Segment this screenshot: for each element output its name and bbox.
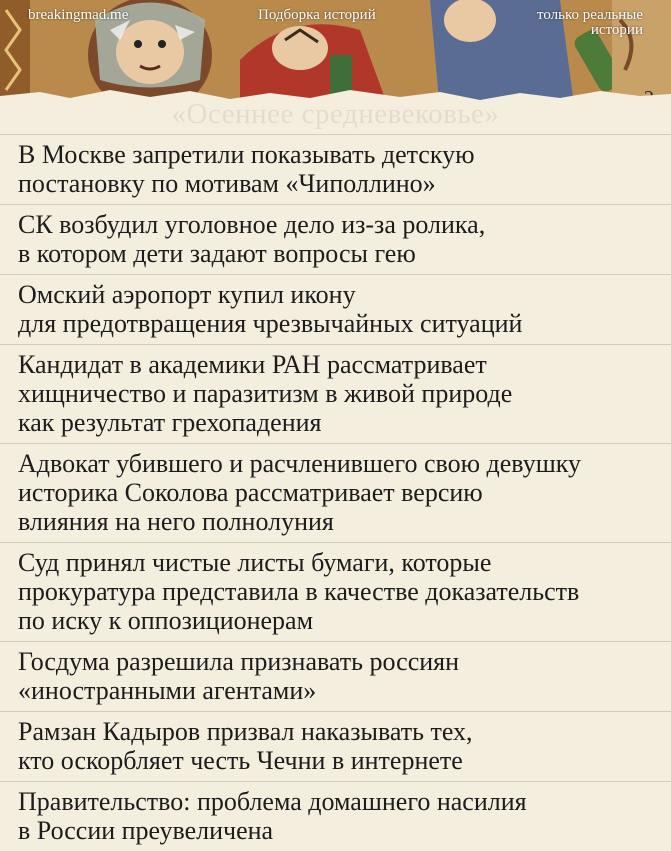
story-item[interactable]: Суд принял чистые листы бумаги, которые прокуратура представила в качестве доказательств по иску к оппозиционерам <box>0 542 671 641</box>
section-title: «Осеннее средневековье» <box>171 98 500 130</box>
story-item[interactable]: СК возбудил уголовное дело из-за ролика, в котором дети задают вопросы гею <box>0 204 671 274</box>
story-item[interactable]: Кандидат в академики РАН рассматривает хищничество и паразитизм в живой природе как результат грехопадения <box>0 344 671 443</box>
tagline <box>493 8 643 38</box>
story-item[interactable]: Правительство: проблема домашнего насилия в России преувеличена <box>0 781 671 851</box>
story-item[interactable]: Омский аэропорт купил икону для предотвращения чрезвычайных ситуаций <box>0 274 671 344</box>
tagline-text: только реальные истории <box>537 7 643 38</box>
story-list <box>0 134 671 851</box>
story-item[interactable]: В Москве запретили показывать детскую постановку по мотивам «Чиполлино» <box>0 134 671 204</box>
site-name[interactable]: breakingmad.me <box>28 7 129 23</box>
story-item[interactable]: Госдума разрешила признавать россиян «иностранными агентами» <box>0 641 671 711</box>
story-item[interactable]: Рамзан Кадыров призвал наказывать тех, кто оскорбляет честь Чечни в интернете <box>0 711 671 781</box>
collection-label: Подборка историй <box>258 7 376 23</box>
story-item[interactable]: Адвокат убившего и расчленившего свою девушку историка Соколова рассматривает версию влияния на него полнолуния <box>0 443 671 542</box>
